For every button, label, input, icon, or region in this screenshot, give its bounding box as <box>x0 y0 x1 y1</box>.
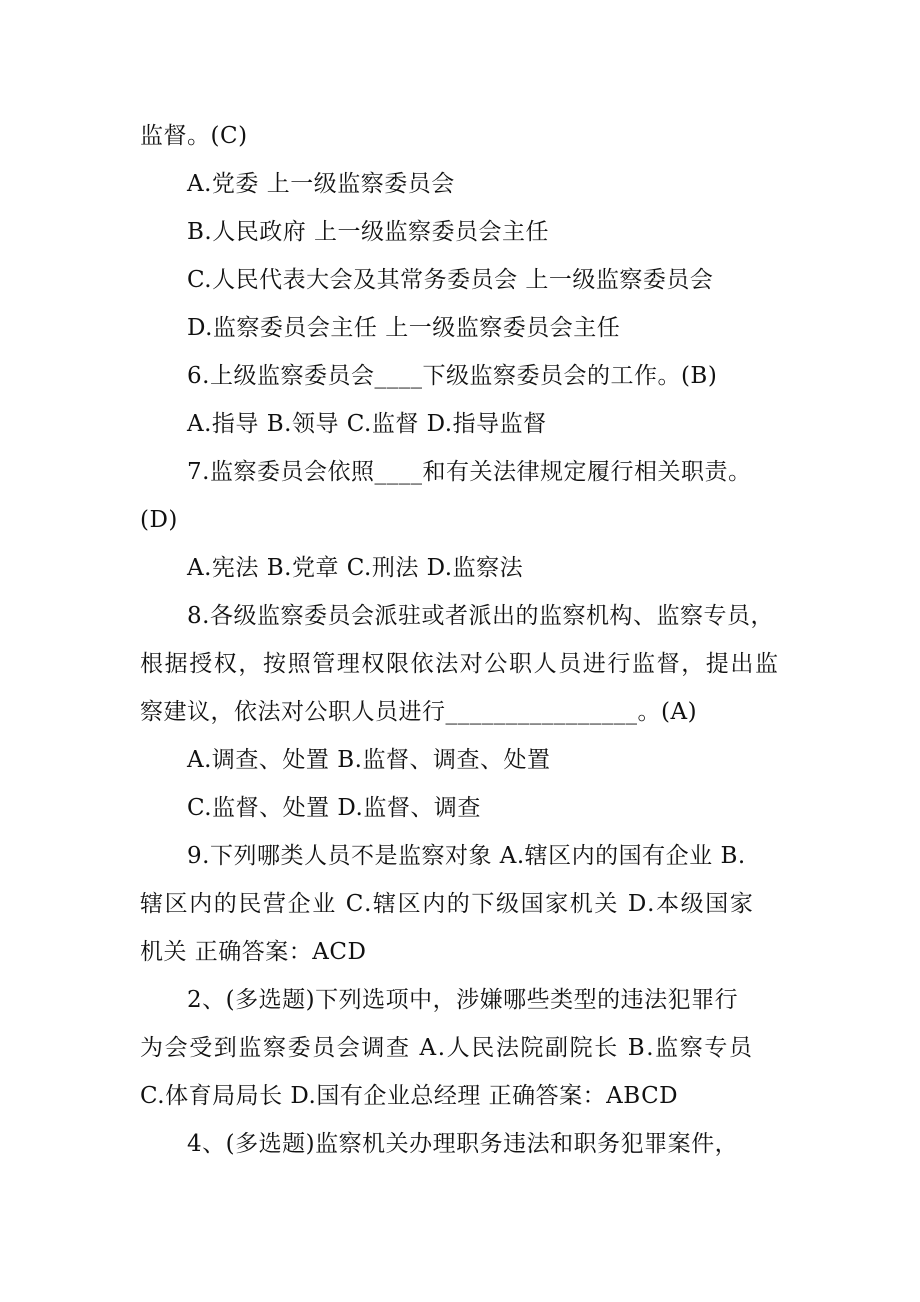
text-line-12: 根据授权，按照管理权限依法对公职人员进行监督，提出监 <box>140 651 780 677</box>
text-line-17: 辖区内的民营企业 C.辖区内的下级国家机关 D.本级国家 <box>140 891 755 917</box>
text-line-15: C.监督、处置 D.监督、调查 <box>187 795 481 821</box>
text-line-4: C.人民代表大会及其常务委员会 上一级监察委员会 <box>187 267 714 293</box>
text-line-21: C.体育局局长 D.国有企业总经理 正确答案：ABCD <box>140 1083 679 1109</box>
text-line-3: B.人民政府 上一级监察委员会主任 <box>187 219 550 245</box>
text-line-19: 2、(多选题)下列选项中，涉嫌哪些类型的违法犯罪行 <box>187 987 739 1013</box>
text-line-16: 9.下列哪类人员不是监察对象 A.辖区内的国有企业 B. <box>187 843 746 869</box>
text-line-22: 4、(多选题)监察机关办理职务违法和职务犯罪案件， <box>187 1131 739 1157</box>
text-line-11: 8.各级监察委员会派驻或者派出的监察机构、监察专员， <box>187 603 774 629</box>
text-line-6: 6.上级监察委员会____下级监察委员会的工作。(B) <box>187 363 718 389</box>
text-line-8: 7.监察委员会依照____和有关法律规定履行相关职责。 <box>187 459 752 485</box>
text-line-20: 为会受到监察委员会调查 A.人民法院副院长 B.监察专员 <box>140 1035 754 1061</box>
text-line-7: A.指导 B.领导 C.监督 D.指导监督 <box>187 411 547 437</box>
text-line-13: 察建议，依法对公职人员进行________________。(A) <box>140 699 698 725</box>
text-line-5: D.监察委员会主任 上一级监察委员会主任 <box>187 315 621 341</box>
text-line-14: A.调查、处置 B.监督、调查、处置 <box>187 747 551 773</box>
text-line-18: 机关 正确答案：ACD <box>140 939 367 965</box>
text-line-10: A.宪法 B.党章 C.刑法 D.监察法 <box>187 555 524 581</box>
text-line-1: 监督。(C) <box>140 123 248 149</box>
text-line-9: (D) <box>140 507 178 533</box>
text-line-2: A.党委 上一级监察委员会 <box>187 171 455 197</box>
